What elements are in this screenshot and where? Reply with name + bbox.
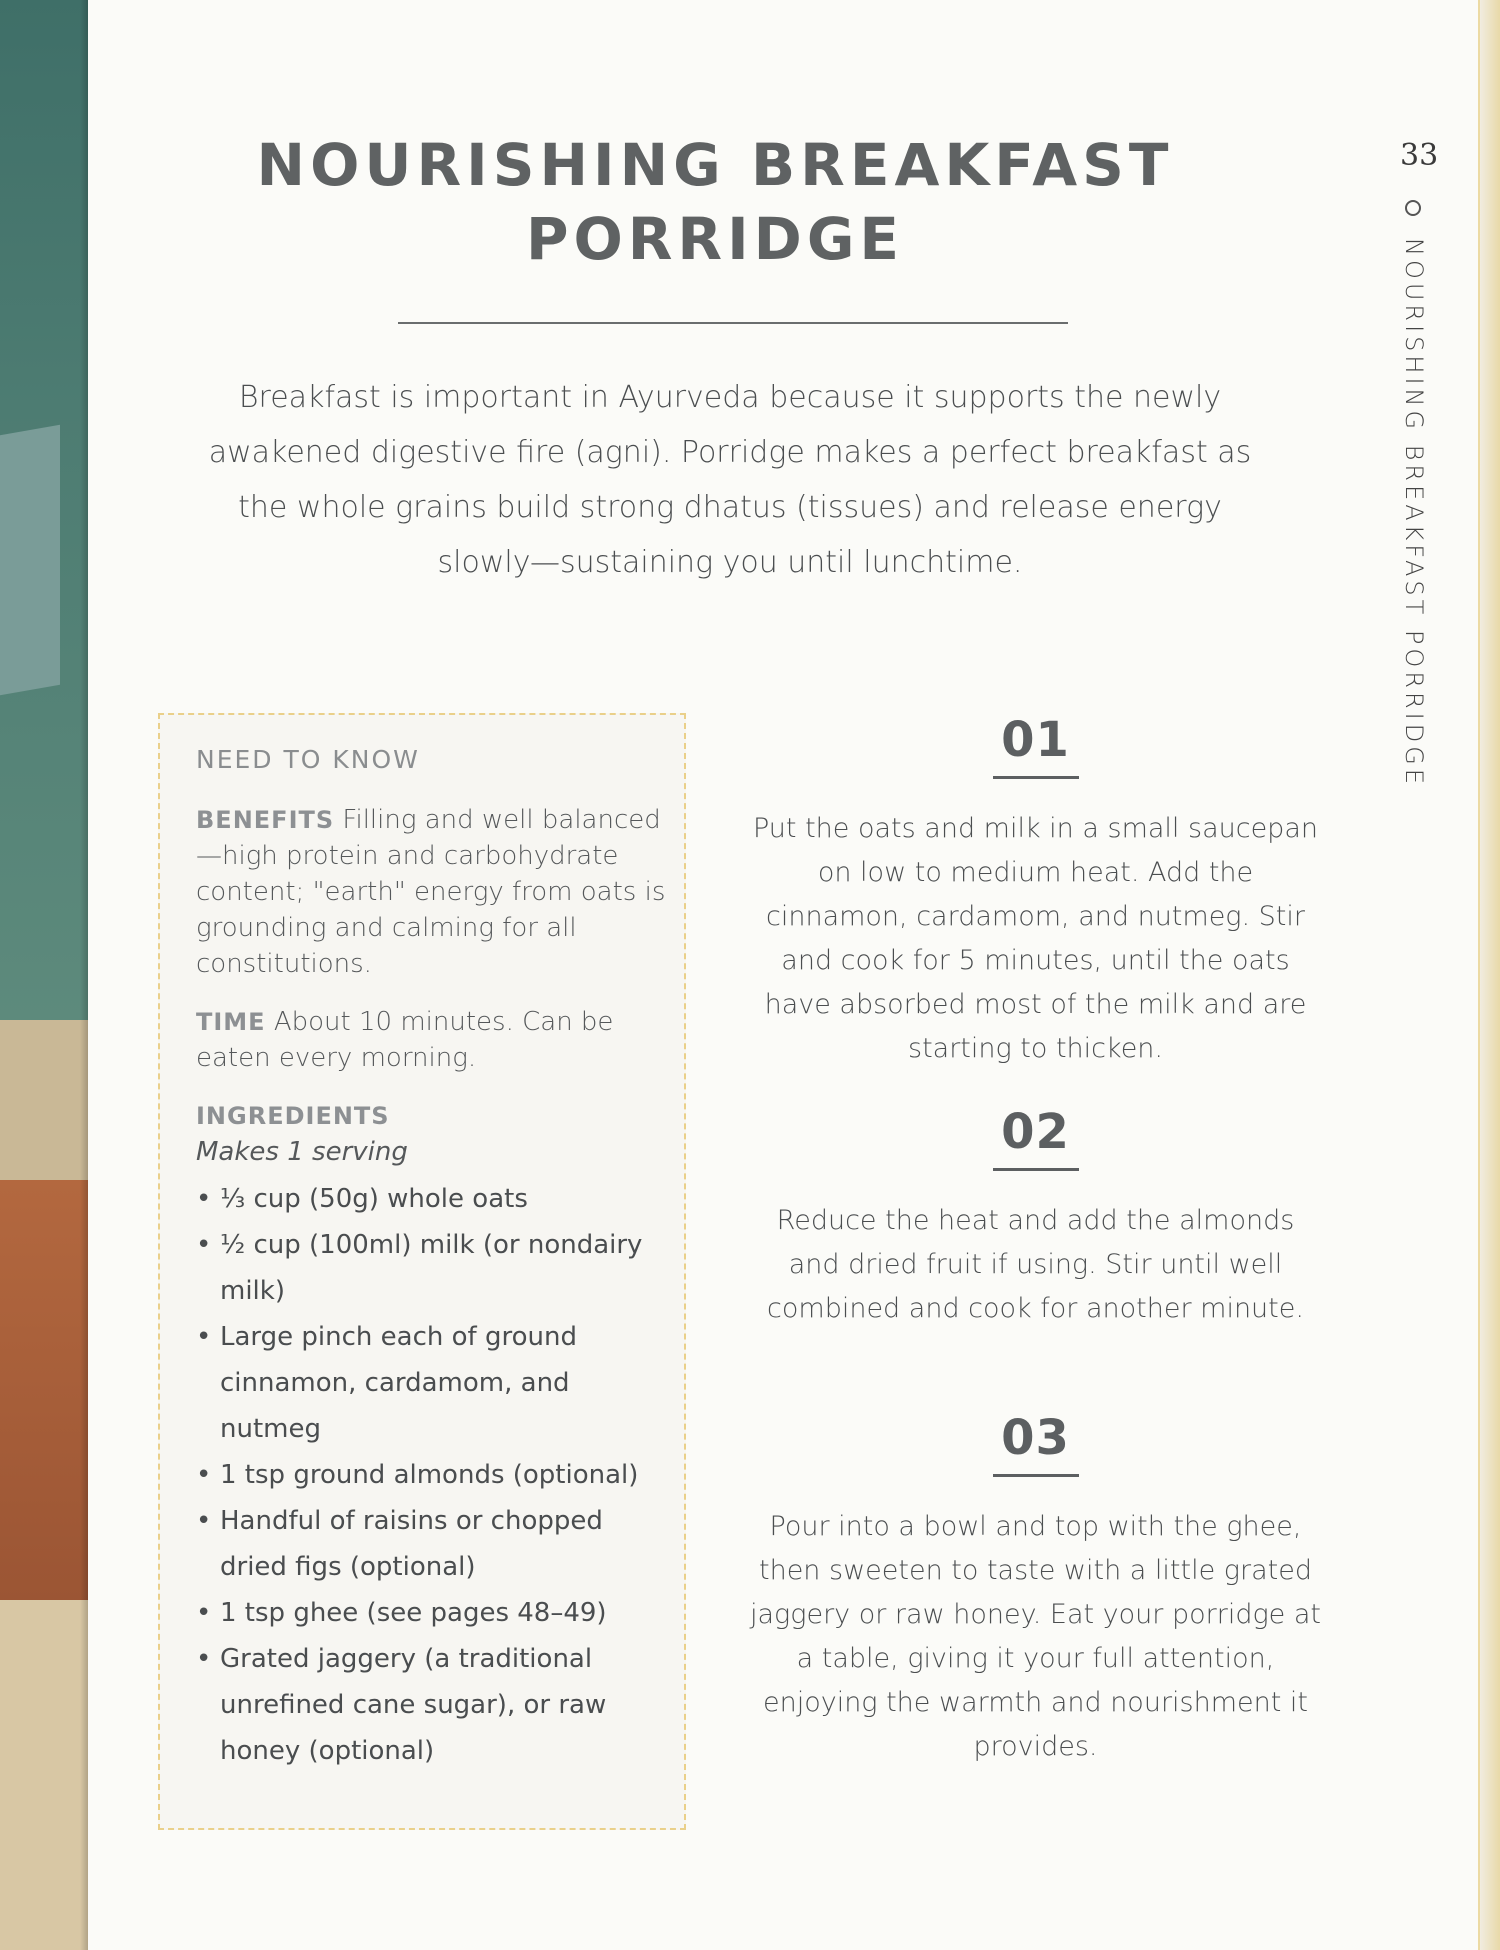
list-item: • ½ cup (100ml) milk (or nondairy milk) [196, 1222, 666, 1314]
list-item: • Grated jaggery (a traditional unrefined cane sugar), or raw honey (optional) [196, 1636, 666, 1774]
step-1 [748, 712, 1323, 1071]
illustration-cabinet [0, 1180, 88, 1600]
list-item: • ⅓ cup (50g) whole oats [196, 1176, 666, 1222]
page-shadow [80, 0, 88, 1950]
step-2 [748, 1104, 1323, 1331]
benefits-paragraph [196, 802, 666, 982]
illustration-table [0, 1600, 88, 1950]
need-to-know-heading: NEED TO KNOW [196, 745, 420, 774]
circle-icon [1405, 200, 1421, 216]
ingredients-list [196, 1176, 666, 1774]
step-text: Reduce the heat and add the almonds and dried fruit if using. Stir until well combined and cook for another minute. [767, 1205, 1304, 1324]
step-3 [748, 1410, 1323, 1769]
list-item: • 1 tsp ground almonds (optional) [196, 1452, 666, 1498]
list-item: • Handful of raisins or chopped dried figs (optional) [196, 1498, 666, 1590]
illustration-window [0, 425, 60, 696]
gutter-line [1478, 0, 1480, 1950]
time-label: TIME [196, 1008, 266, 1036]
servings-note: Makes 1 serving [196, 1137, 408, 1167]
intro-paragraph: Breakfast is important in Ayurveda because it supports the newly awakened digestive fire (agni). Porridge makes a perfect breakfast as the whole grains build strong dhatus (tissues) and release energy slowly—sustaining you until lunchtime. [208, 380, 1252, 580]
title-divider [398, 322, 1068, 324]
step-divider [993, 1168, 1079, 1171]
step-text: Put the oats and milk in a small saucepan on low to medium heat. Add the cinnamon, cardamom, and nutmeg. Stir and cook for 5 minutes, until the oats have absorbed most of the milk and are starting to thicken. [753, 813, 1318, 1064]
edge-illustration [0, 0, 88, 1950]
page-title [240, 128, 1190, 276]
benefits-text: Filling and well balanced—high protein and carbohydrate content; "earth" energy from oats is grounding and calming for all constitutions. [196, 805, 666, 979]
need-to-know-box [158, 713, 686, 1830]
title-line-2: PORRIDGE [525, 205, 905, 273]
title-line-1: NOURISHING BREAKFAST [256, 131, 1174, 199]
step-text: Pour into a bowl and top with the ghee, then sweeten to taste with a little grated jaggery or raw honey. Eat your porridge at a table, giving it your full attention, enjoying the warmth and nourishment it provides. [750, 1511, 1321, 1762]
step-divider [993, 1474, 1079, 1477]
list-item: • Large pinch each of ground cinnamon, cardamom, and nutmeg [196, 1314, 666, 1452]
step-number: 03 [1001, 1410, 1070, 1466]
time-paragraph [196, 1004, 666, 1076]
step-divider [993, 776, 1079, 779]
benefits-label: BENEFITS [196, 806, 335, 834]
list-item: • 1 tsp ghee (see pages 48–49) [196, 1590, 666, 1636]
ingredients-label: INGREDIENTS [196, 1102, 390, 1130]
running-title: NOURISHING BREAKFAST PORRIDGE [1400, 238, 1428, 788]
step-number: 02 [1001, 1104, 1070, 1160]
time-text: About 10 minutes. Can be eaten every morning. [196, 1007, 614, 1073]
step-number: 01 [1001, 712, 1070, 768]
page-number: 33 [1400, 138, 1439, 173]
page-gutter [1480, 0, 1500, 1950]
